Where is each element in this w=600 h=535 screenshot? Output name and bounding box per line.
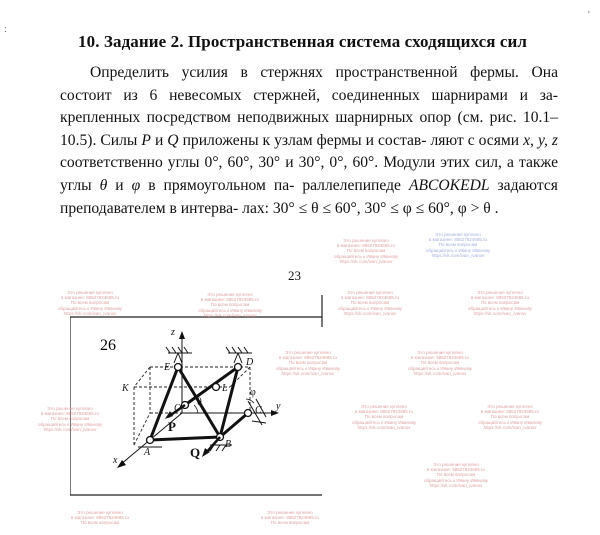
watermark: Это решение куплено в магазине: 88527924685.ru По всем вопросам обращайтесь к Ивану Иванову https://vk.com/ivan_ivanov <box>477 404 543 430</box>
text-line: крепленных посредством неподвижных шарнирных опор (см. <box>60 109 484 127</box>
label-A: A <box>144 447 151 458</box>
label-L: L <box>222 383 228 394</box>
axes-names: x, y, z <box>523 131 558 149</box>
watermark: Это решение куплено в магазине: 88527924685.ru По всем вопросам обращайтесь к Ивану Иванову https://vk.com/ivan_ivanov <box>423 462 489 488</box>
watermark: Это решение куплено в магазине: 88527924685.ru По всем вопросам обращайтесь к Ивану Иванову https://vk.com/ivan_ivanov <box>407 350 473 376</box>
text-line: состоит из 6 невесомых стержней, соединенных шарнирами и за- <box>60 86 558 104</box>
text-line: в прямоугольном па- <box>140 176 295 194</box>
label-E: E <box>164 362 171 373</box>
watermark: Это решение куплено в магазине: 88527924685.ru По всем вопросам обращайтесь к Ивану Иванову https://vk.com/ivan_ivanov <box>351 404 417 430</box>
page-number: 23 <box>288 268 301 283</box>
watermark: Это решение куплено в магазине: 88527924685.ru По всем вопросам <box>260 510 320 526</box>
label-C: C <box>255 405 262 416</box>
label-x: x <box>113 455 118 466</box>
watermark: Это решение куплено в магазине: 88527924685.ru По всем вопросам обращайтесь к Ивану Иванову https://vk.com/ivan_ivanov <box>467 290 533 316</box>
task-description <box>60 62 558 220</box>
watermark: Это решение куплено в магазине: 88527924685.ru По всем вопросам обращайтесь к Ивану Иванову https://vk.com/ivan_ivanov <box>197 292 263 318</box>
watermark: Это решение куплено в магазине: 88527924685.ru По всем вопросам обращайтесь к Ивану Иванову https://vk.com/ivan_ivanov <box>333 238 399 264</box>
label-K: K <box>122 383 129 394</box>
text-line: задаются преподавателем в интерва- <box>60 176 558 217</box>
watermark: Это решение куплено в магазине: 88527924685.ru По всем вопросам обращайтесь к Ивану Иванову https://vk.com/ivan_ivanov <box>337 290 403 316</box>
angle-phi: φ <box>131 176 141 194</box>
watermark: Это решение куплено в магазине: 88527924685.ru По всем вопросам обращайтесь к Ивану Иванову https://vk.com/ivan_ivanov <box>425 232 491 258</box>
text-line: приложены к узлам фермы и состав- <box>178 131 427 149</box>
watermark: Это решение куплено в магазине: 88527924685.ru По всем вопросам <box>70 510 130 526</box>
label-P: P <box>168 419 176 434</box>
text-line: Определить усилия в стержнях пространственной фермы. Она <box>90 64 558 81</box>
label-z: z <box>171 327 175 338</box>
text-fragment: и <box>107 176 132 194</box>
figure-number: 26 <box>100 337 116 354</box>
watermark: Это решение куплено в магазине: 88527924685.ru По всем вопросам обращайтесь к Ивану Иванову https://vk.com/ivan_ivanov <box>37 406 103 432</box>
text-line: ляют с осями <box>430 131 524 149</box>
force-P: P <box>141 131 151 149</box>
text-line: рис. 10.1–10.5). Силы <box>60 109 558 149</box>
text-line: 60°. Модули этих сил, а также углы <box>60 154 558 194</box>
label-y: y <box>276 401 281 412</box>
label-theta: θ <box>197 397 202 408</box>
label-O: O <box>174 403 182 414</box>
edge-mark: : <box>4 24 7 35</box>
label-B: B <box>225 439 232 450</box>
text-line: соответственно углы 0°, 60°, 30° и 30°, 0°, <box>60 154 348 172</box>
label-phi: φ <box>250 387 256 398</box>
text-line: раллелепипеде <box>302 176 409 194</box>
z-arrow <box>179 331 185 339</box>
watermark: Это решение куплено в магазине: 88527924685.ru По всем вопросам обращайтесь к Ивану Иванову https://vk.com/ivan_ivanov <box>57 290 123 316</box>
text-fragment: и <box>150 131 168 149</box>
angle-theta: θ <box>99 176 108 194</box>
label-D: D <box>246 357 254 368</box>
bottom-supports <box>138 445 232 451</box>
watermark: Это решение куплено в магазине: 88527924685.ru По всем вопросам обращайтесь к Ивану Иванову https://vk.com/ivan_ivanov <box>275 350 341 376</box>
top-supports <box>166 347 252 363</box>
label-Q: Q <box>190 445 201 460</box>
parallelepiped-name: ABCOKEDL <box>408 176 490 194</box>
edge-mark: ' <box>588 10 590 21</box>
text-line: лах: 30° ≤ θ ≤ 60°, 30° ≤ φ ≤ 60°, φ > θ . <box>242 199 499 217</box>
force-Q: Q <box>167 131 179 149</box>
task-heading: 10. Задание 2. Пространственная система сходящихся сил <box>78 32 528 51</box>
